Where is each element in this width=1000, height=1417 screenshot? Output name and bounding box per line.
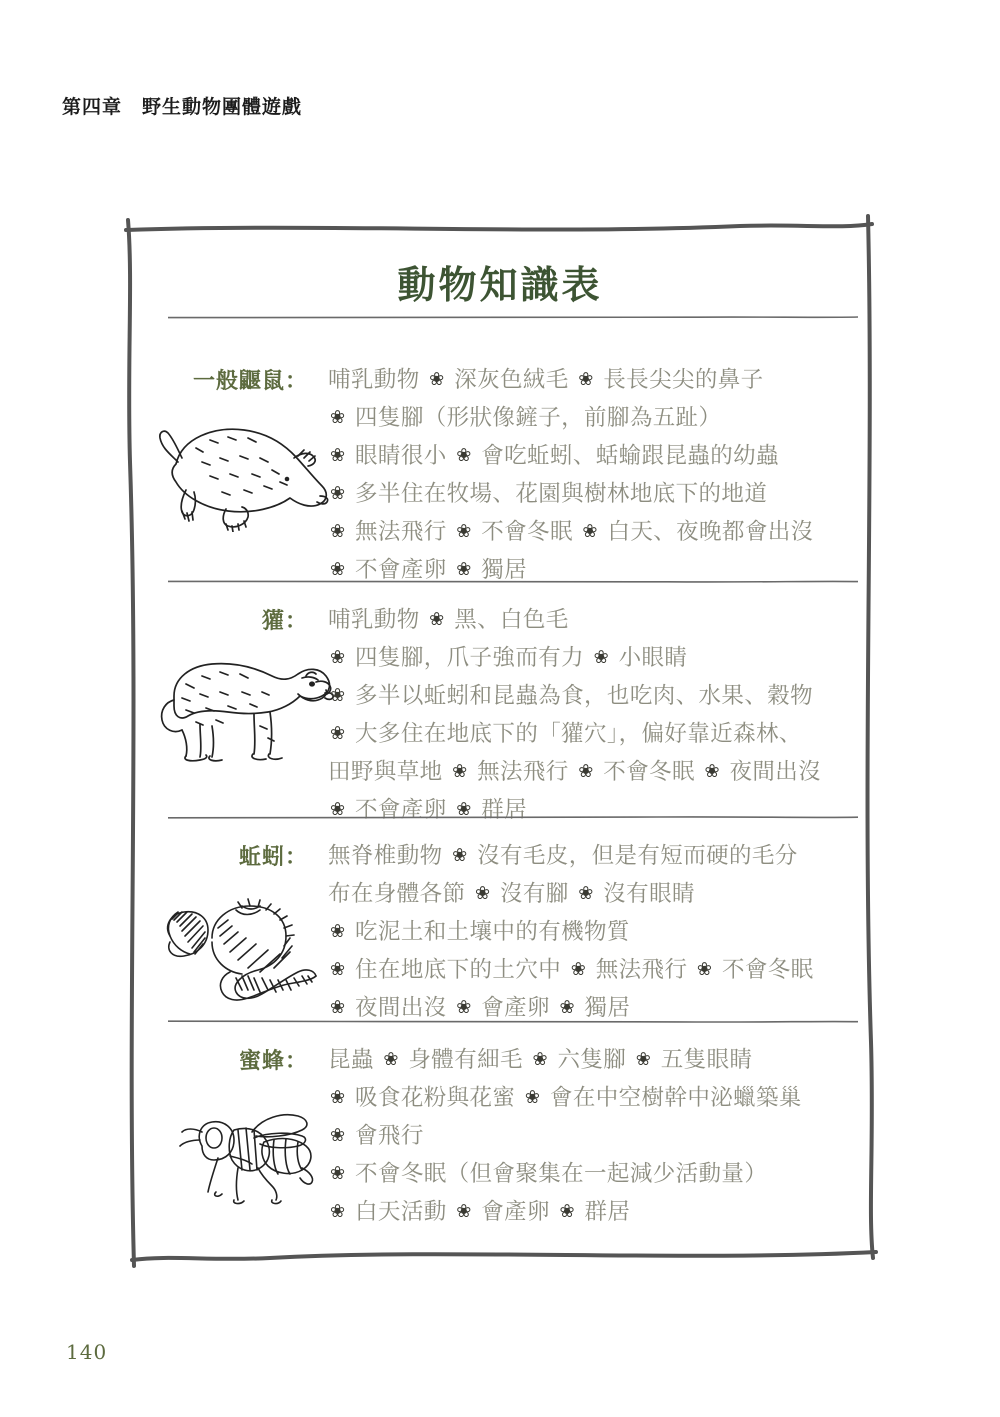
flower-bullet-icon: ❀ [330,521,346,542]
flower-bullet-icon: ❀ [524,1087,541,1108]
row-line: ❀ 不會產卵 ❀ 群居 [328,792,868,830]
flower-bullet-icon: ❀ [330,1087,346,1108]
flower-bullet-icon: ❀ [559,1201,575,1222]
row-label-earthworm: 蚯蚓： [238,845,308,870]
flower-bullet-icon: ❀ [456,997,472,1018]
row-content-mole [328,362,868,590]
flower-bullet-icon: ❀ [456,799,472,820]
flower-bullet-icon: ❀ [330,1125,346,1146]
flower-bullet-icon: ❀ [582,521,598,542]
flower-bullet-icon: ❀ [330,1163,346,1184]
row-label-bee: 蜜蜂： [238,1049,308,1074]
bee-illustration [156,1102,346,1212]
row-line: 田野與草地 ❀ 無法飛行 ❀ 不會冬眠 ❀ 夜間出沒 [328,754,868,792]
page-number: 140 [66,1340,108,1364]
flower-bullet-icon: ❀ [456,1201,472,1222]
flower-bullet-icon: ❀ [429,609,445,630]
flower-bullet-icon: ❀ [696,959,713,980]
flower-bullet-icon: ❀ [330,921,346,942]
flower-bullet-icon: ❀ [330,407,346,428]
flower-bullet-icon: ❀ [330,559,346,580]
row-line: ❀ 不會冬眠（但會聚集在一起減少活動量） [328,1156,868,1194]
flower-bullet-icon: ❀ [452,845,468,866]
flower-bullet-icon: ❀ [383,1049,399,1070]
flower-bullet-icon: ❀ [704,761,720,782]
divider-row-3 [168,1020,858,1023]
flower-bullet-icon: ❀ [578,761,594,782]
flower-bullet-icon: ❀ [578,883,594,904]
row-line: ❀ 多半以蚯蚓和昆蟲為食，也吃肉、水果、穀物 [328,678,868,716]
flower-bullet-icon: ❀ [593,647,610,668]
row-line: ❀ 白天活動 ❀ 會產卵 ❀ 群居 [328,1194,868,1232]
flower-bullet-icon: ❀ [330,445,346,466]
table-title: 動物知識表 [397,262,603,307]
flower-bullet-icon: ❀ [330,647,346,668]
flower-bullet-icon: ❀ [330,1201,346,1222]
flower-bullet-icon: ❀ [635,1049,652,1070]
row-line: ❀ 夜間出沒 ❀ 會產卵 ❀ 獨居 [328,990,868,1028]
row-label-mole: 一般鼴鼠： [192,369,308,394]
row-line: 布在身體各節 ❀ 沒有腳 ❀ 沒有眼睛 [328,876,868,914]
row-line: ❀ 不會產卵 ❀ 獨居 [328,552,868,590]
flower-bullet-icon: ❀ [330,723,346,744]
flower-bullet-icon: ❀ [330,997,346,1018]
running-head: 第四章 野生動物團體遊戲 [62,96,303,118]
row-content-earthworm [328,838,868,1028]
badger-illustration [156,644,346,764]
row-label-badger: 獾： [261,609,308,634]
earthworm-illustration [156,892,346,1002]
row-line: 哺乳動物 ❀ 深灰色絨毛 ❀ 長長尖尖的鼻子 [328,362,868,400]
mole-illustration [156,412,346,532]
row-line: ❀ 大多住在地底下的「獾穴」，偏好靠近森林、 [328,716,868,754]
row-line: 無脊椎動物 ❀ 沒有毛皮，但是有短而硬的毛分 [328,838,868,876]
row-line: 哺乳動物 ❀ 黑、白色毛 [328,602,868,640]
row-line: ❀ 會飛行 [328,1118,868,1156]
divider-row-2 [168,816,858,819]
row-line: ❀ 吃泥土和土壤中的有機物質 [328,914,868,952]
flower-bullet-icon: ❀ [559,997,575,1018]
divider-title [168,316,858,319]
flower-bullet-icon: ❀ [330,959,346,980]
flower-bullet-icon: ❀ [456,445,472,466]
row-line: ❀ 四隻腳，爪子強而有力 ❀ 小眼睛 [328,640,868,678]
flower-bullet-icon: ❀ [474,883,491,904]
flower-bullet-icon: ❀ [330,483,346,504]
flower-bullet-icon: ❀ [330,685,346,706]
flower-bullet-icon: ❀ [330,799,346,820]
row-content-bee [328,1042,868,1232]
row-line: ❀ 住在地底下的土穴中 ❀ 無法飛行 ❀ 不會冬眠 [328,952,868,990]
flower-bullet-icon: ❀ [532,1049,548,1070]
flower-bullet-icon: ❀ [578,369,594,390]
flower-bullet-icon: ❀ [456,521,472,542]
row-line: ❀ 無法飛行 ❀ 不會冬眠 ❀ 白天、夜晚都會出沒 [328,514,868,552]
flower-bullet-icon: ❀ [570,959,587,980]
flower-bullet-icon: ❀ [456,559,472,580]
animal-knowledge-table [120,212,880,1272]
row-line: ❀ 四隻腳（形狀像鏟子，前腳為五趾） [328,400,868,438]
flower-bullet-icon: ❀ [429,369,445,390]
row-line: 昆蟲 ❀ 身體有細毛 ❀ 六隻腳 ❀ 五隻眼睛 [328,1042,868,1080]
row-line: ❀ 吸食花粉與花蜜 ❀ 會在中空樹幹中泌蠟築巢 [328,1080,868,1118]
row-content-badger [328,602,868,830]
row-line: ❀ 眼睛很小 ❀ 會吃蚯蚓、蛞蝓跟昆蟲的幼蟲 [328,438,868,476]
row-line: ❀ 多半住在牧場、花園與樹林地底下的地道 [328,476,868,514]
flower-bullet-icon: ❀ [452,761,468,782]
divider-row-1 [168,580,858,583]
